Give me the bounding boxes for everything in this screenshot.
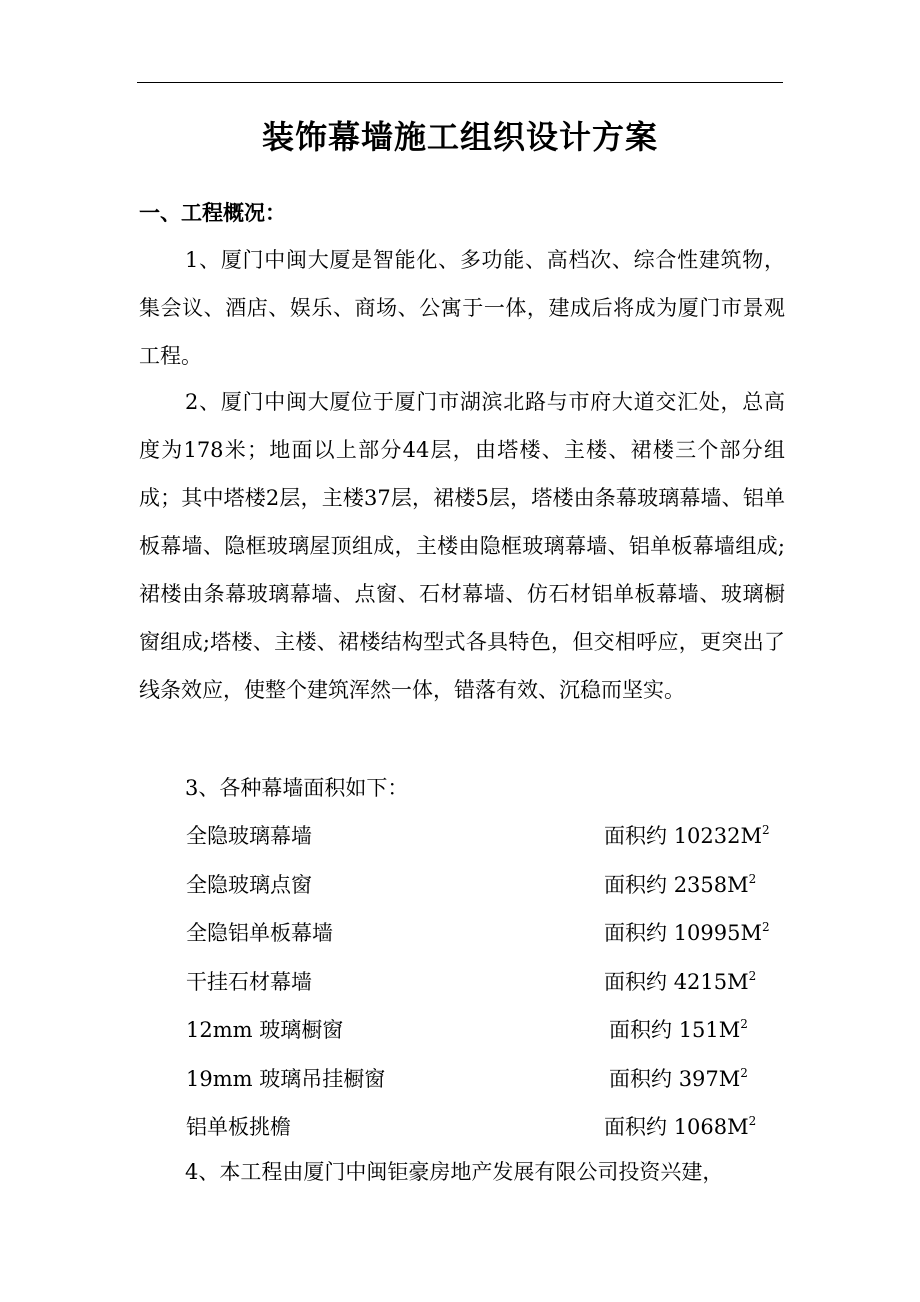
area-row xyxy=(186,1006,786,1055)
area-value: 面积约 $397M^2$ xyxy=(609,1065,748,1091)
paragraph-4: 4、本工程由厦门中闽钜豪房地产发展有限公司投资兴建， xyxy=(185,1160,724,1184)
section-heading-overview: 一、工程概况： xyxy=(139,201,286,225)
area-name: 干挂石材幕墙 xyxy=(186,969,312,994)
area-row xyxy=(186,1055,786,1104)
document-title: 装饰幕墙施工组织设计方案 xyxy=(261,118,658,156)
area-name: 全隐玻璃点窗 xyxy=(186,872,312,897)
area-name: 全隐玻璃幕墙 xyxy=(186,824,312,848)
area-row xyxy=(186,909,786,958)
area-name: 全隐铝单板幕墙 xyxy=(186,921,333,945)
area-value: 面积约 $151M^2$ xyxy=(609,1017,748,1042)
area-value: 面积约 $10995M^2$ xyxy=(604,920,770,945)
area-row xyxy=(186,1103,786,1152)
area-name: 铝单板挑檐 xyxy=(186,1115,291,1139)
paragraph-3: 3、各种幕墙面积如下： xyxy=(185,776,409,800)
header-rule xyxy=(137,82,783,83)
area-name: 12mm 玻璃橱窗 xyxy=(186,1018,344,1042)
paragraph-1: 1、厦门中闽大厦是智能化、多功能、高档次、综合性建筑物，集会议、酒店、娱乐、商场、公寓于一体，建成后将成为厦门市景观工程。 xyxy=(139,248,785,368)
paragraph-2: 2、厦门中闽大厦位于厦门市湖滨北路与市府大道交汇处，总高度为178米；地面以上部分44层，由塔楼、主楼、裙楼三个部分组成；其中塔楼2层，主楼37层，裙楼5层，塔楼由条幕玻璃幕墙、铝单板幕墙、隐框玻璃屋顶组成，主楼由隐框玻璃幕墙、铝单板幕墙组成;裙楼由条幕玻璃幕墙、点窗、石材幕墙、仿石材铝单板幕墙、玻璃橱窗组成;塔楼、主楼、裙楼结构型式各具特色，但交相呼应，更突出了线条效应，使整个建筑浑然一体，错落有效、沉稳而坚实。 xyxy=(139,390,785,702)
area-value: 面积约 $4215M^2$ xyxy=(604,968,757,994)
area-name: 19mm 玻璃吊挂橱窗 xyxy=(186,1066,386,1091)
curtain-wall-area-list xyxy=(186,812,786,1152)
area-value: 面积约 $2358M^2$ xyxy=(604,871,757,897)
area-row xyxy=(186,861,786,910)
area-value: 面积约 $10232M^2$ xyxy=(604,823,770,848)
area-row xyxy=(186,812,786,861)
area-row xyxy=(186,958,786,1007)
area-value: 面积约 $1068M^2$ xyxy=(604,1114,757,1139)
